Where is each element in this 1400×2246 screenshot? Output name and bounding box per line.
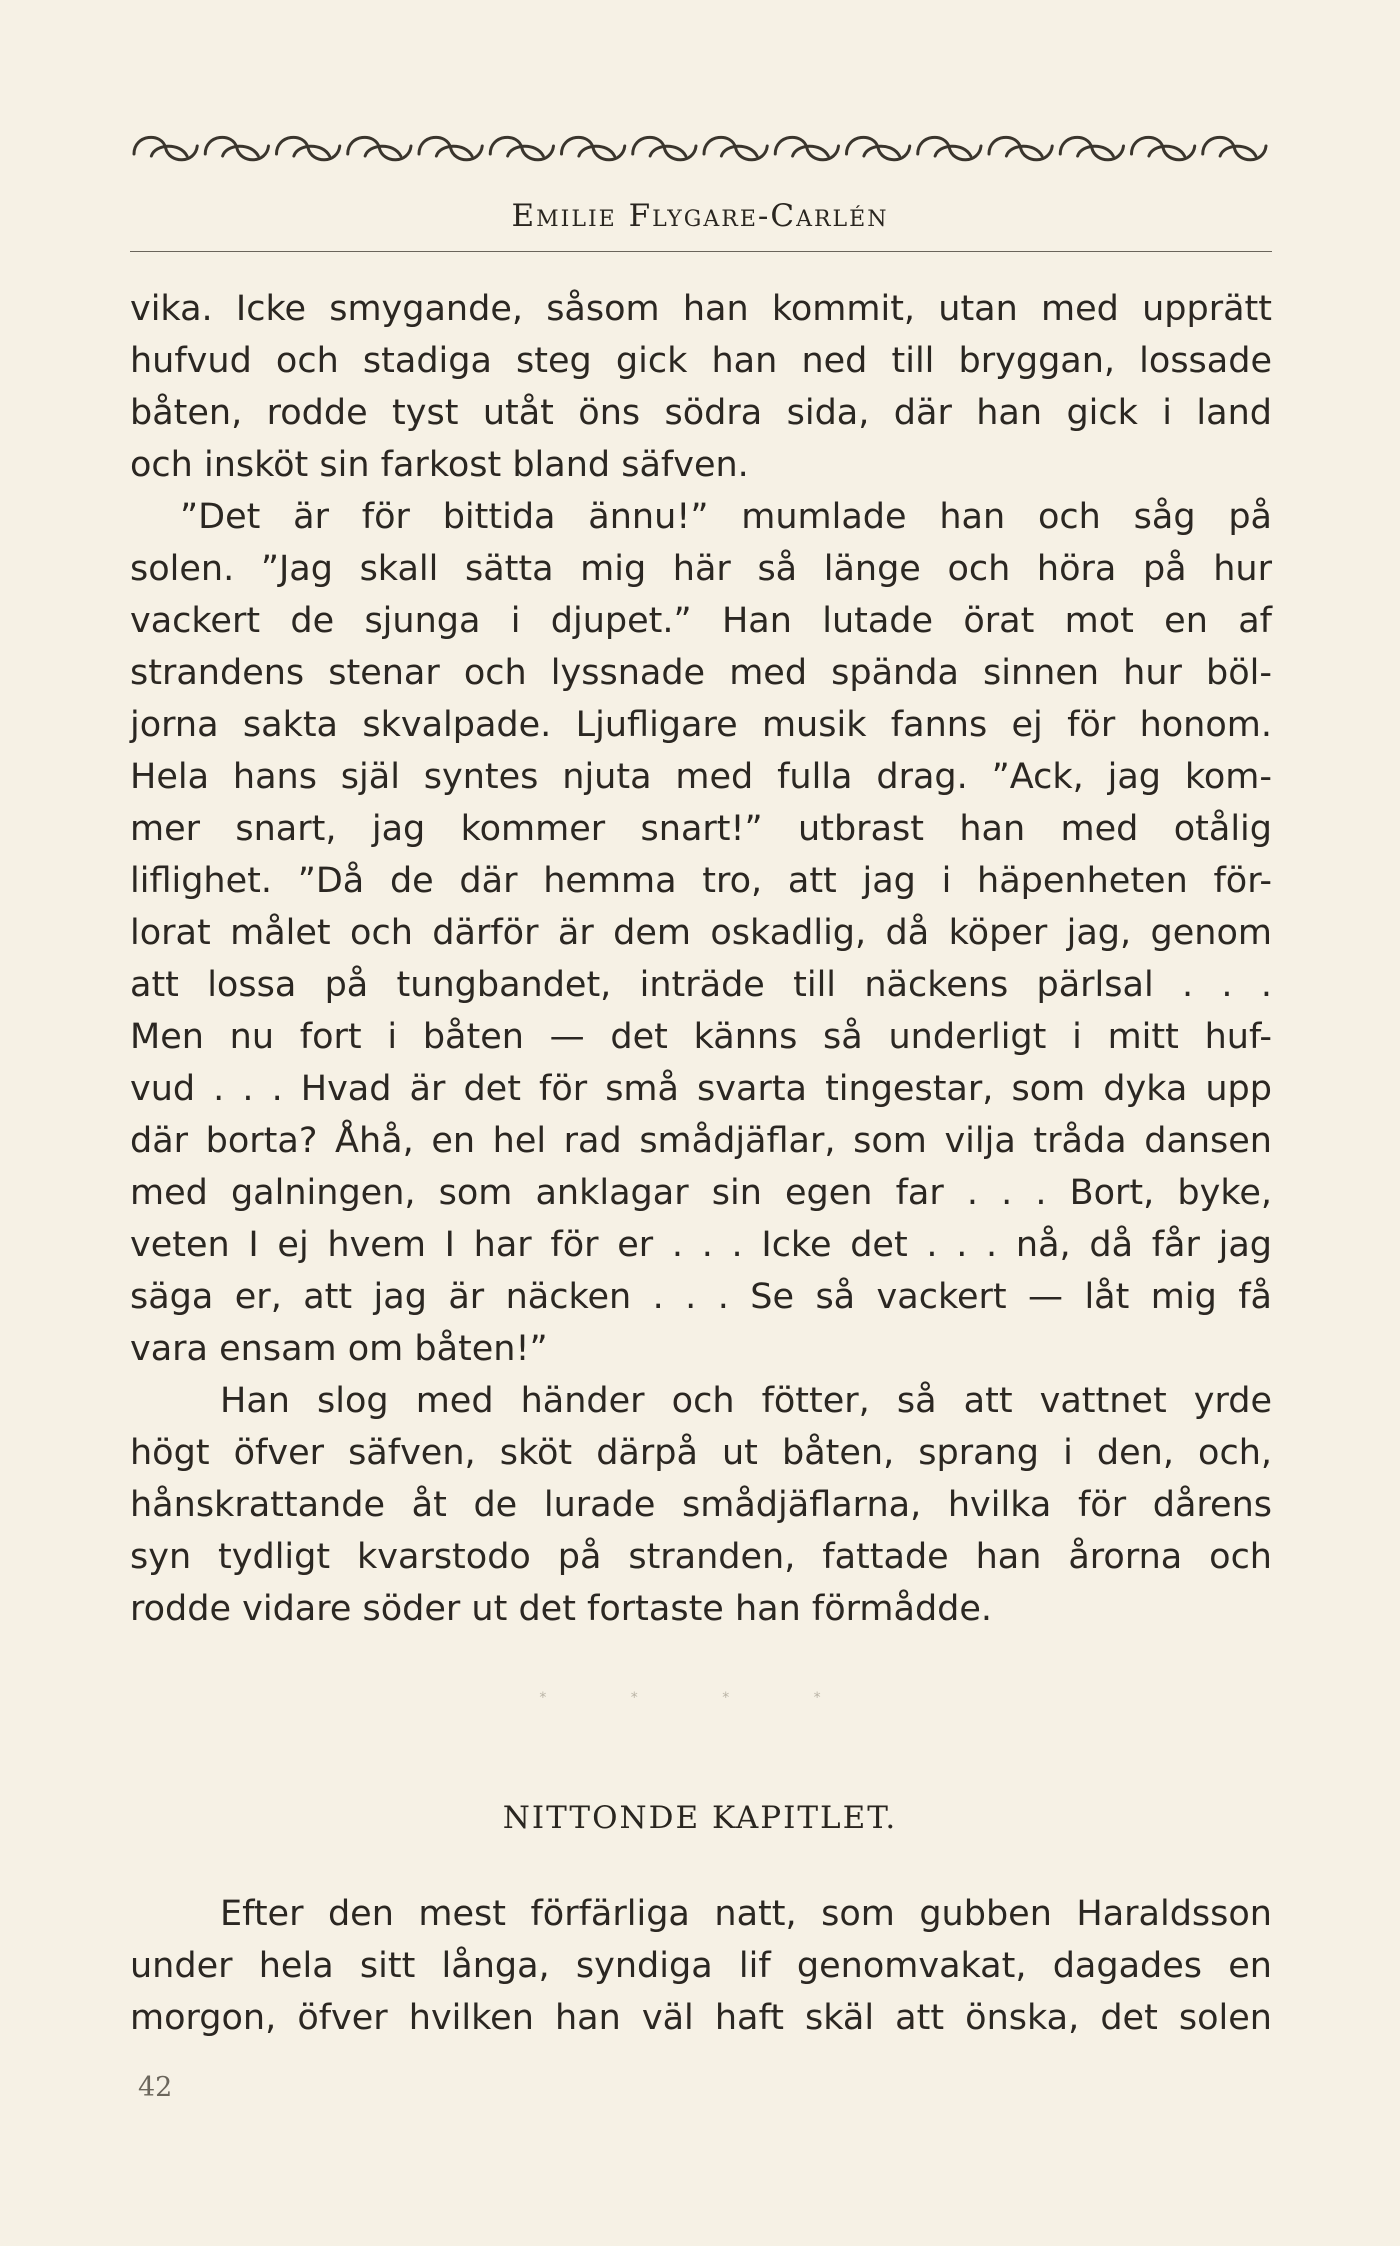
text-line: där borta? Åhå, en hel rad smådjäflar, som vilja tråda dansen [130,1121,1272,1161]
body-text-section-2 [130,1888,1272,2044]
ornament-segment [633,137,696,159]
text-line: mer snart, jag kommer snart!” utbrast han med otålig [130,809,1272,849]
page-number: 42 [138,2072,173,2103]
running-header-author: Emilie Flygare-Carlén [511,198,889,234]
section-separator-stars: * * * * [539,1690,861,1706]
text-line: Men nu fort i båten — det känns så underligt i mitt huf- [130,1017,1272,1057]
ornament-segment [918,137,981,159]
text-line: att lossa på tungbandet, inträde till näckens pärlsal . . . [130,965,1272,1005]
text-line: vara ensam om båten!” [130,1329,548,1369]
text-line: vud . . . Hvad är det för små svarta tingestar, som dyka upp [130,1069,1272,1109]
text-line: vackert de sjunga i djupet.” Han lutade örat mot en af [130,601,1272,641]
ornament-segment [1060,137,1123,159]
text-line: strandens stenar och lyssnade med spända sinnen hur böl- [130,653,1272,693]
text-line: Han slog med händer och fötter, så att vattnet yrde [220,1381,1272,1421]
text-line: jorna sakta skvalpade. Ljufligare musik fanns ej för honom. [130,705,1272,745]
text-line: ”Det är för bittida ännu!” mumlade han och såg på [180,497,1272,537]
text-line: med galningen, som anklagar sin egen far . . . Bort, byke, [130,1173,1272,1213]
text-line: syn tydligt kvarstodo på stranden, fattade han årorna och [130,1537,1272,1577]
text-line: vika. Icke smygande, såsom han kommit, utan med upprätt [130,289,1272,329]
ornament-segment [1203,137,1266,159]
text-line: Efter den mest förfärliga natt, som gubben Haraldsson [220,1894,1272,1934]
text-line: solen. ”Jag skall sätta mig här så länge och höra på hur [130,549,1272,589]
text-line: hufvud och stadiga steg gick han ned till bryggan, lossade [130,341,1272,381]
ornament-segment [1132,137,1195,159]
chapter-title: NITTONDE KAPITLET. [502,1800,898,1836]
ornament-segment [989,137,1052,159]
ornament-segment [490,137,553,159]
ornament-segment [134,137,197,159]
text-line: rodde vidare söder ut det fortaste han förmådde. [130,1589,993,1629]
text-line: hånskrattande åt de lurade smådjäflarna, hvilka för dårens [130,1485,1272,1525]
text-line: högt öfver säfven, sköt därpå ut båten, sprang i den, och, [130,1433,1272,1473]
text-line: veten I ej hvem I har för er . . . Icke det . . . nå, då får jag [130,1225,1272,1265]
body-text-section-1 [130,283,1272,1635]
text-line: båten, rodde tyst utåt öns södra sida, där han gick i land [130,393,1272,433]
ornament-segment [562,137,625,159]
decorative-border-ornament [130,120,1270,180]
text-line: under hela sitt långa, syndiga lif genomvakat, dagades en [130,1946,1272,1986]
ornament-segment [847,137,910,159]
text-line: Hela hans själ syntes njuta med fulla drag. ”Ack, jag kom- [130,757,1272,797]
ornament-segment [704,137,767,159]
ornament-segment [419,137,482,159]
text-line: liflighet. ”Då de där hemma tro, att jag i häpenheten för- [130,861,1272,901]
text-line: säga er, att jag är näcken . . . Se så vackert — låt mig få [130,1277,1272,1317]
text-line: morgon, öfver hvilken han väl haft skäl att önska, det solen [130,1998,1272,2038]
ornament-segment [348,137,411,159]
text-line: lorat målet och därför är dem oskadlig, då köper jag, genom [130,913,1272,953]
ornament-segment [205,137,268,159]
text-line: och insköt sin farkost bland säfven. [130,445,749,485]
ornament-segment [775,137,838,159]
header-rule [130,251,1272,252]
ornament-segment [277,137,340,159]
